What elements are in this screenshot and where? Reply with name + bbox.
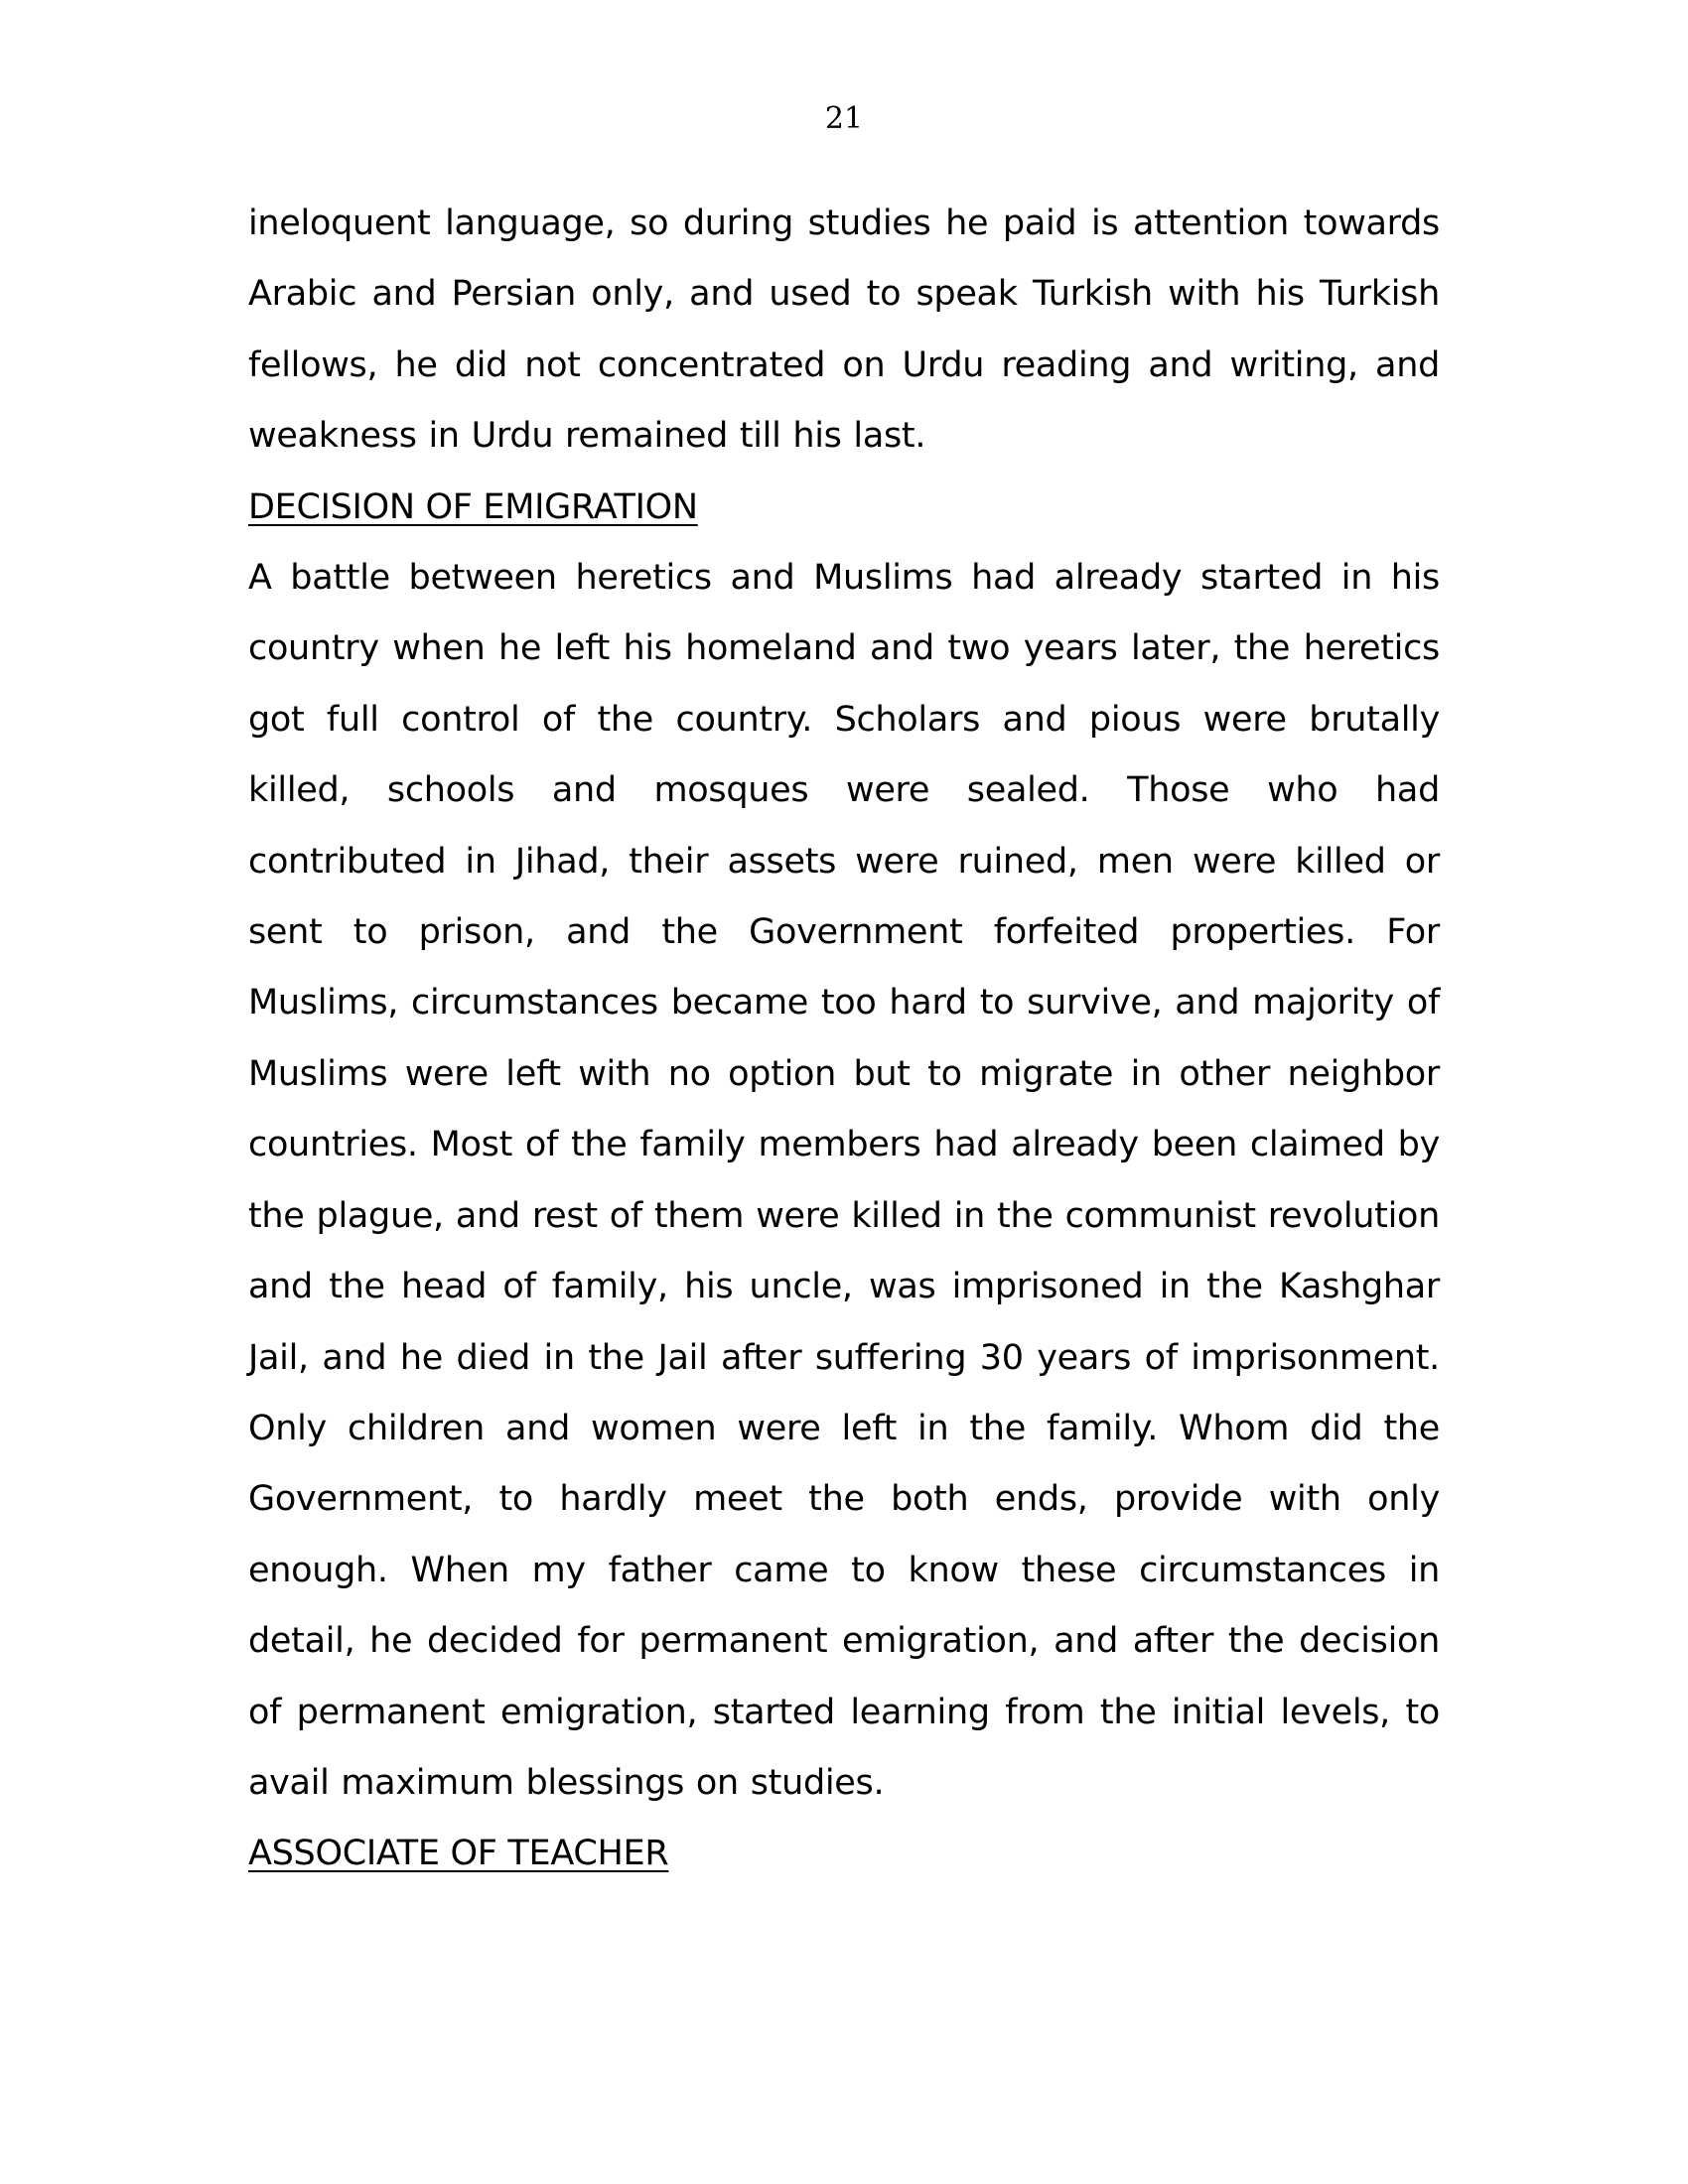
section-heading-associate-of-teacher: ASSOCIATE OF TEACHER	[248, 1834, 669, 1874]
paragraph-continuation: ineloquent language, so during studies he paid is attention towards Arabic and Persian only, and used to speak Turkish with his Turkish fellows, he did not concentrated on Urdu reading and writing, and weakness in Urdu remained till his last.	[248, 204, 1440, 457]
page-number: 21	[824, 101, 864, 136]
page-content	[248, 189, 1440, 1890]
section-heading-decision-of-emigration: DECISION OF EMIGRATION	[248, 486, 698, 527]
paragraph-decision-of-emigration: A battle between heretics and Muslims had already started in his country when he left his homeland and two years later, the heretics got full control of the country. Scholars and pious were brutally killed, schools and mosques were sealed. Those who had contributed in Jihad, their assets were ruined, men were killed or sent to prison, and the Government forfeited properties. For Muslims, circumstances became too hard to survive, and majority of Muslims were left with no option but to migrate in other neighbor countries. Most of the family members had already been claimed by the plague, and rest of them were killed in the communist revolution and the head of family, his uncle, was imprisoned in the Kashghar Jail, and he died in the Jail after suffering 30 years of imprisonment. Only children and women were left in the family. Whom did the Government, to hardly meet the both ends, provide with only enough. When my father came to know these circumstances in detail, he decided for permanent emigration, and after the decision of permanent emigration, started learning from the initial levels, to avail maximum blessings on studies.	[248, 558, 1440, 1803]
